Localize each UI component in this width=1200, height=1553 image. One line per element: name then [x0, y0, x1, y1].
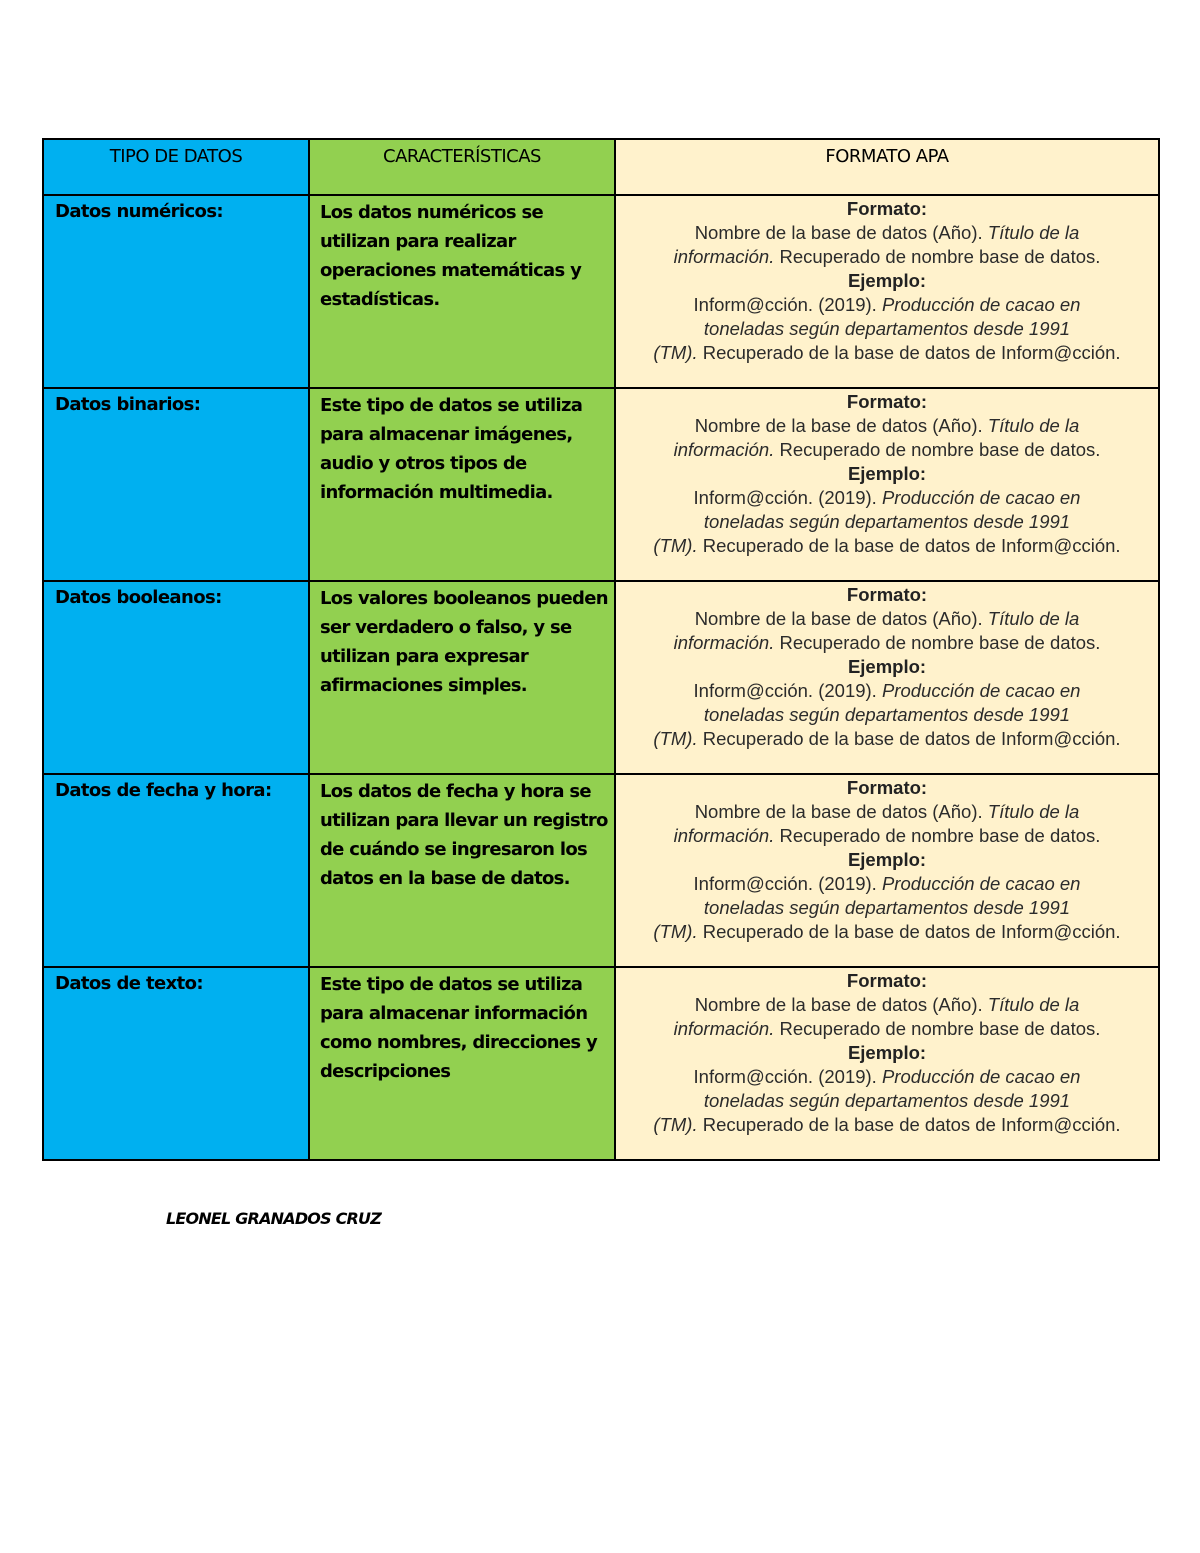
characteristics-text: Los datos numéricos se utilizan para realizar operaciones matemáticas y estadísticas. [320, 202, 582, 310]
ejemplo-label: Ejemplo: [847, 270, 927, 291]
ejemplo-line-1-plain: Inform@cción. (2019). [693, 873, 882, 894]
characteristics-text: Los valores booleanos pueden ser verdadero o falso, y se utilizan para expresar afirmaciones simples. [320, 588, 608, 696]
apa-format-cell [615, 774, 1159, 967]
formato-line-2-plain: Recuperado de nombre base de datos. [774, 439, 1101, 460]
ejemplo-line-3 [622, 341, 1152, 365]
ejemplo-line-1 [622, 872, 1152, 896]
ejemplo-line-1-italic: Producción de cacao en [881, 487, 1081, 508]
data-type-label: Datos binarios: [55, 394, 201, 415]
table-row [43, 581, 1159, 774]
ejemplo-label: Ejemplo: [847, 656, 927, 677]
header-caracteristicas: CARACTERÍSTICAS [309, 139, 615, 195]
data-type-cell [43, 967, 309, 1160]
ejemplo-line-1-italic: Producción de cacao en [881, 1066, 1081, 1087]
ejemplo-line-1-italic: Producción de cacao en [881, 873, 1081, 894]
author-name: LEONEL GRANADOS CRUZ [166, 1209, 382, 1228]
formato-line-1-italic: Título de la [987, 222, 1080, 243]
formato-line-2 [622, 245, 1152, 269]
data-type-cell [43, 195, 309, 388]
apa-format-cell [615, 581, 1159, 774]
table-row [43, 195, 1159, 388]
characteristics-text: Los datos de fecha y hora se utilizan para llevar un registro de cuándo se ingresaron los datos en la base de datos. [320, 781, 608, 889]
formato-line-2-plain: Recuperado de nombre base de datos. [774, 246, 1101, 267]
ejemplo-line-1-italic: Producción de cacao en [881, 294, 1081, 315]
formato-line-1-plain: Nombre de la base de datos (Año). [694, 994, 988, 1015]
ejemplo-label: Ejemplo: [847, 849, 927, 870]
ejemplo-line-3 [622, 1113, 1152, 1137]
table-row [43, 388, 1159, 581]
ejemplo-line-1-plain: Inform@cción. (2019). [693, 1066, 882, 1087]
ejemplo-line-3-italic: (TM). [653, 728, 698, 749]
data-type-label: Datos booleanos: [55, 587, 222, 608]
ejemplo-line-1-plain: Inform@cción. (2019). [693, 680, 882, 701]
ejemplo-line-1-plain: Inform@cción. (2019). [693, 487, 882, 508]
formato-label: Formato: [846, 584, 928, 605]
characteristics-cell [309, 967, 615, 1160]
formato-line-2 [622, 631, 1152, 655]
ejemplo-line-2: toneladas según departamentos desde 1991 [703, 318, 1071, 339]
formato-line-1 [622, 993, 1152, 1017]
ejemplo-line-1 [622, 293, 1152, 317]
data-type-cell [43, 388, 309, 581]
formato-line-1-italic: Título de la [987, 994, 1080, 1015]
ejemplo-line-3-italic: (TM). [653, 921, 698, 942]
characteristics-text: Este tipo de datos se utiliza para almacenar información como nombres, direcciones y descripciones [320, 974, 598, 1082]
characteristics-cell [309, 581, 615, 774]
ejemplo-line-3 [622, 534, 1152, 558]
formato-line-2-italic: información. [673, 1018, 775, 1039]
header-tipo-de-datos: TIPO DE DATOS [43, 139, 309, 195]
formato-line-1-italic: Título de la [987, 415, 1080, 436]
data-types-table [42, 138, 1160, 1161]
formato-label: Formato: [846, 198, 928, 219]
ejemplo-line-3-plain: Recuperado de la base de datos de Inform@cción. [697, 342, 1121, 363]
data-type-label: Datos de texto: [55, 973, 203, 994]
ejemplo-line-2: toneladas según departamentos desde 1991 [703, 704, 1071, 725]
characteristics-cell [309, 195, 615, 388]
ejemplo-line-3-plain: Recuperado de la base de datos de Inform@cción. [697, 728, 1121, 749]
ejemplo-line-3 [622, 920, 1152, 944]
formato-line-2 [622, 1017, 1152, 1041]
formato-line-2-italic: información. [673, 825, 775, 846]
characteristics-cell [309, 774, 615, 967]
ejemplo-line-1-plain: Inform@cción. (2019). [693, 294, 882, 315]
ejemplo-line-1 [622, 679, 1152, 703]
formato-label: Formato: [846, 391, 928, 412]
apa-format-cell [615, 967, 1159, 1160]
formato-line-1 [622, 800, 1152, 824]
formato-line-2-plain: Recuperado de nombre base de datos. [774, 632, 1101, 653]
ejemplo-line-1-italic: Producción de cacao en [881, 680, 1081, 701]
ejemplo-line-2: toneladas según departamentos desde 1991 [703, 511, 1071, 532]
formato-line-1-plain: Nombre de la base de datos (Año). [694, 801, 988, 822]
formato-line-2-plain: Recuperado de nombre base de datos. [774, 1018, 1101, 1039]
apa-format-cell [615, 388, 1159, 581]
table-header-row [43, 139, 1159, 195]
data-type-cell [43, 581, 309, 774]
ejemplo-line-3 [622, 727, 1152, 751]
ejemplo-line-3-italic: (TM). [653, 342, 698, 363]
ejemplo-line-3-plain: Recuperado de la base de datos de Inform@cción. [697, 535, 1121, 556]
ejemplo-line-3-italic: (TM). [653, 535, 698, 556]
header-formato-apa: FORMATO APA [615, 139, 1159, 195]
apa-format-cell [615, 195, 1159, 388]
ejemplo-line-2: toneladas según departamentos desde 1991 [703, 897, 1071, 918]
ejemplo-line-3-italic: (TM). [653, 1114, 698, 1135]
formato-line-2-italic: información. [673, 439, 775, 460]
formato-line-2 [622, 824, 1152, 848]
formato-line-1 [622, 607, 1152, 631]
formato-line-1-plain: Nombre de la base de datos (Año). [694, 415, 988, 436]
formato-line-1 [622, 221, 1152, 245]
formato-label: Formato: [846, 777, 928, 798]
formato-line-1-italic: Título de la [987, 801, 1080, 822]
ejemplo-line-2: toneladas según departamentos desde 1991 [703, 1090, 1071, 1111]
ejemplo-line-3-plain: Recuperado de la base de datos de Inform@cción. [697, 921, 1121, 942]
characteristics-cell [309, 388, 615, 581]
formato-line-1-plain: Nombre de la base de datos (Año). [694, 608, 988, 629]
ejemplo-label: Ejemplo: [847, 463, 927, 484]
formato-line-1-italic: Título de la [987, 608, 1080, 629]
formato-line-1 [622, 414, 1152, 438]
data-type-label: Datos de fecha y hora: [55, 780, 272, 801]
formato-line-2-plain: Recuperado de nombre base de datos. [774, 825, 1101, 846]
data-type-cell [43, 774, 309, 967]
characteristics-text: Este tipo de datos se utiliza para almacenar imágenes, audio y otros tipos de información multimedia. [320, 395, 583, 503]
formato-line-2 [622, 438, 1152, 462]
formato-label: Formato: [846, 970, 928, 991]
table-row [43, 774, 1159, 967]
ejemplo-line-1 [622, 1065, 1152, 1089]
ejemplo-label: Ejemplo: [847, 1042, 927, 1063]
ejemplo-line-1 [622, 486, 1152, 510]
data-type-label: Datos numéricos: [55, 201, 224, 222]
formato-line-2-italic: información. [673, 632, 775, 653]
formato-line-1-plain: Nombre de la base de datos (Año). [694, 222, 988, 243]
table-row [43, 967, 1159, 1160]
ejemplo-line-3-plain: Recuperado de la base de datos de Inform@cción. [697, 1114, 1121, 1135]
formato-line-2-italic: información. [673, 246, 775, 267]
